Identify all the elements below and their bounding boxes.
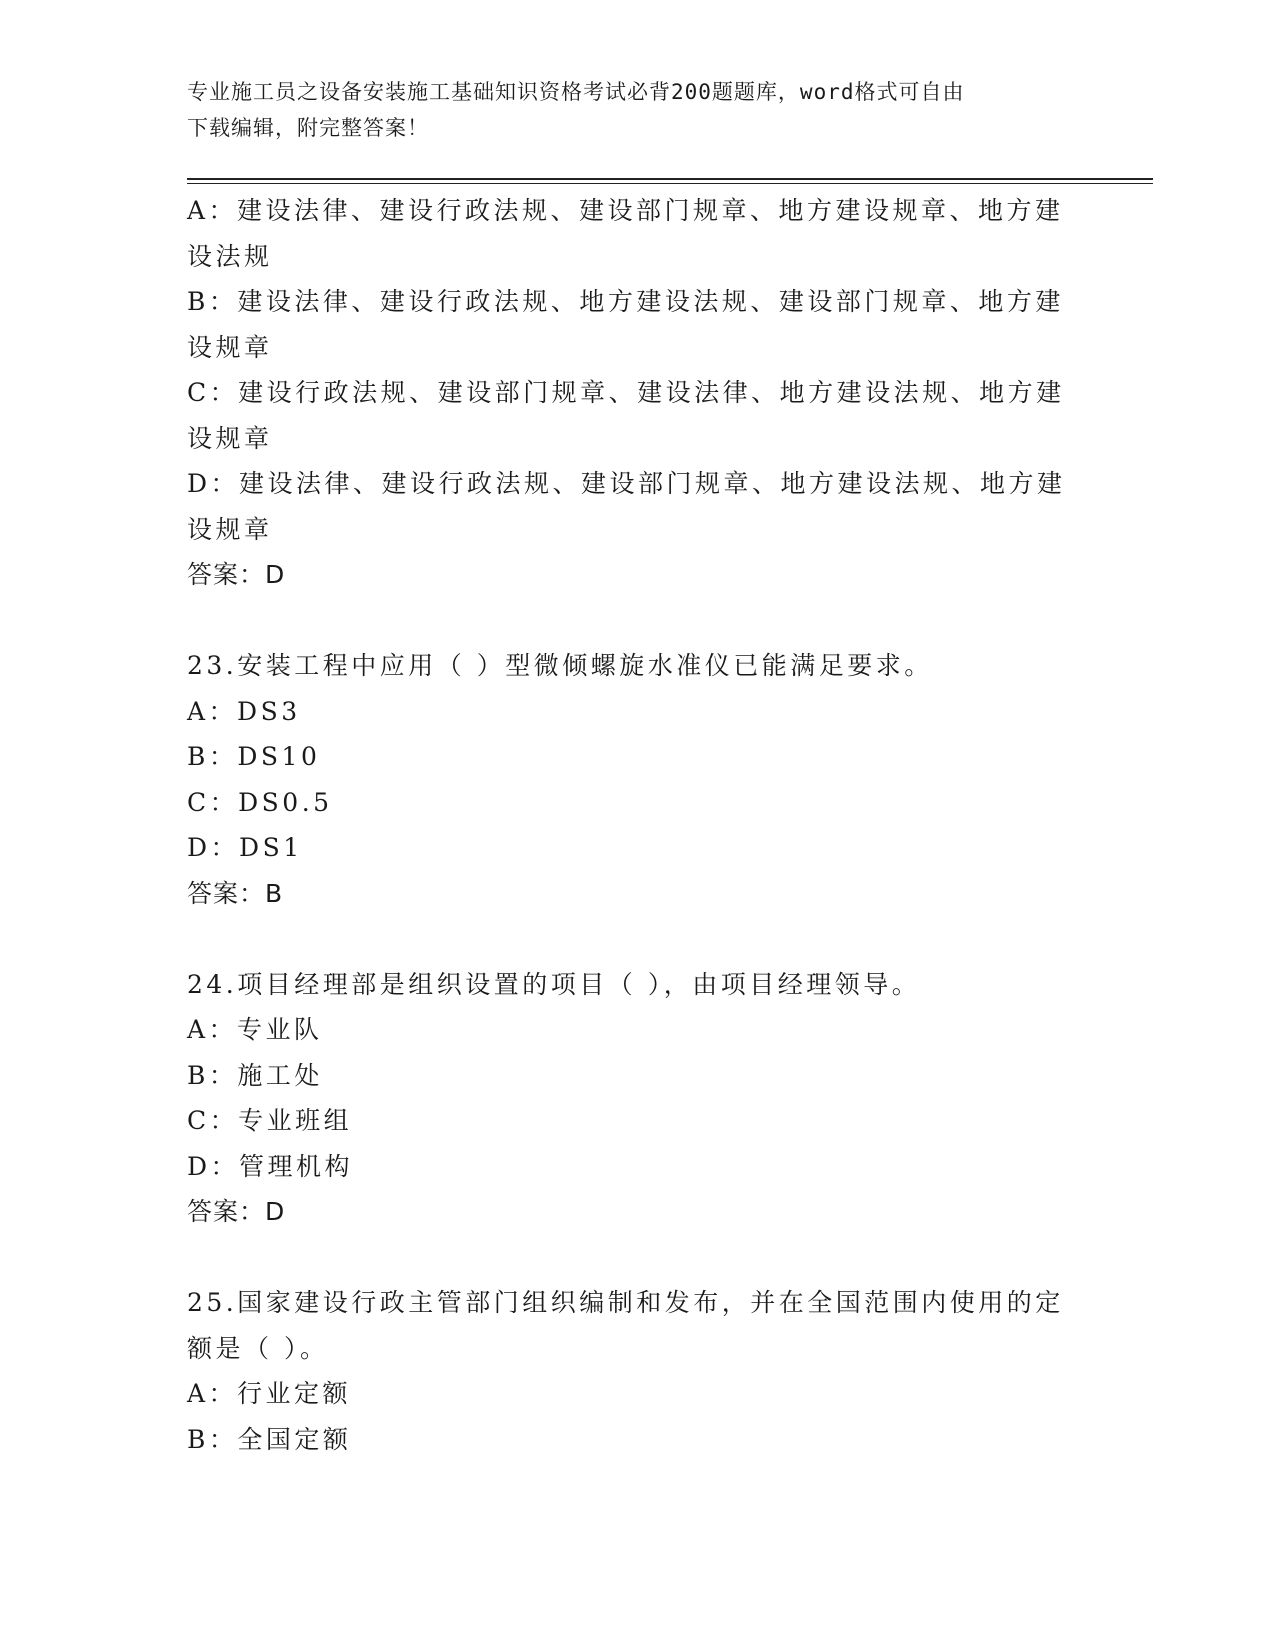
question-text: 25.国家建设行政主管部门组织编制和发布，并在全国范围内使用的定额是（ ）。 bbox=[187, 1288, 1064, 1363]
answer-label: 答案：D bbox=[187, 560, 286, 589]
option-a: A：建设法律、建设行政法规、建设部门规章、地方建设规章、地方建设法规 bbox=[187, 196, 1064, 271]
question-list bbox=[187, 188, 1077, 1462]
option-b: B：施工处 bbox=[187, 1060, 323, 1090]
spacer bbox=[187, 916, 1077, 962]
option-d: D：DS1 bbox=[187, 833, 303, 862]
option-b: B：DS10 bbox=[187, 742, 321, 771]
option-a: A：专业队 bbox=[187, 1015, 323, 1044]
question-block-22 bbox=[187, 188, 1077, 598]
header-title-line1: 专业施工员之设备安装施工基础知识资格考试必背200题题库，word格式可自由 bbox=[187, 80, 965, 104]
answer-label: 答案：D bbox=[187, 1197, 286, 1226]
option-a: A：行业定额 bbox=[187, 1379, 352, 1408]
answer-label: 答案：B bbox=[187, 878, 284, 908]
question-block-25 bbox=[187, 1280, 1077, 1462]
document-header bbox=[187, 74, 1067, 146]
option-c: C：专业班组 bbox=[187, 1106, 353, 1135]
header-divider-thin bbox=[187, 183, 1153, 184]
header-title-line2: 下载编辑，附完整答案！ bbox=[187, 116, 429, 140]
header-divider-thick bbox=[187, 178, 1153, 180]
option-c: C：建设行政法规、建设部门规章、建设法律、地方建设法规、地方建设规章 bbox=[187, 378, 1065, 453]
question-text: 24.项目经理部是组织设置的项目（ ），由项目经理领导。 bbox=[187, 969, 921, 999]
option-d: D：管理机构 bbox=[187, 1151, 354, 1181]
option-d: D：建设法律、建设行政法规、建设部门规章、地方建设法规、地方建设规章 bbox=[187, 469, 1066, 544]
option-c: C：DS0.5 bbox=[187, 787, 333, 817]
option-b: B：全国定额 bbox=[187, 1424, 352, 1454]
question-block-23 bbox=[187, 643, 1077, 916]
spacer bbox=[187, 1235, 1077, 1281]
question-block-24 bbox=[187, 962, 1077, 1235]
spacer bbox=[187, 598, 1077, 644]
option-b: B：建设法律、建设行政法规、地方建设法规、建设部门规章、地方建设规章 bbox=[187, 287, 1064, 362]
option-a: A：DS3 bbox=[187, 696, 301, 726]
question-text: 23.安装工程中应用（ ）型微倾螺旋水准仪已能满足要求。 bbox=[187, 651, 933, 680]
